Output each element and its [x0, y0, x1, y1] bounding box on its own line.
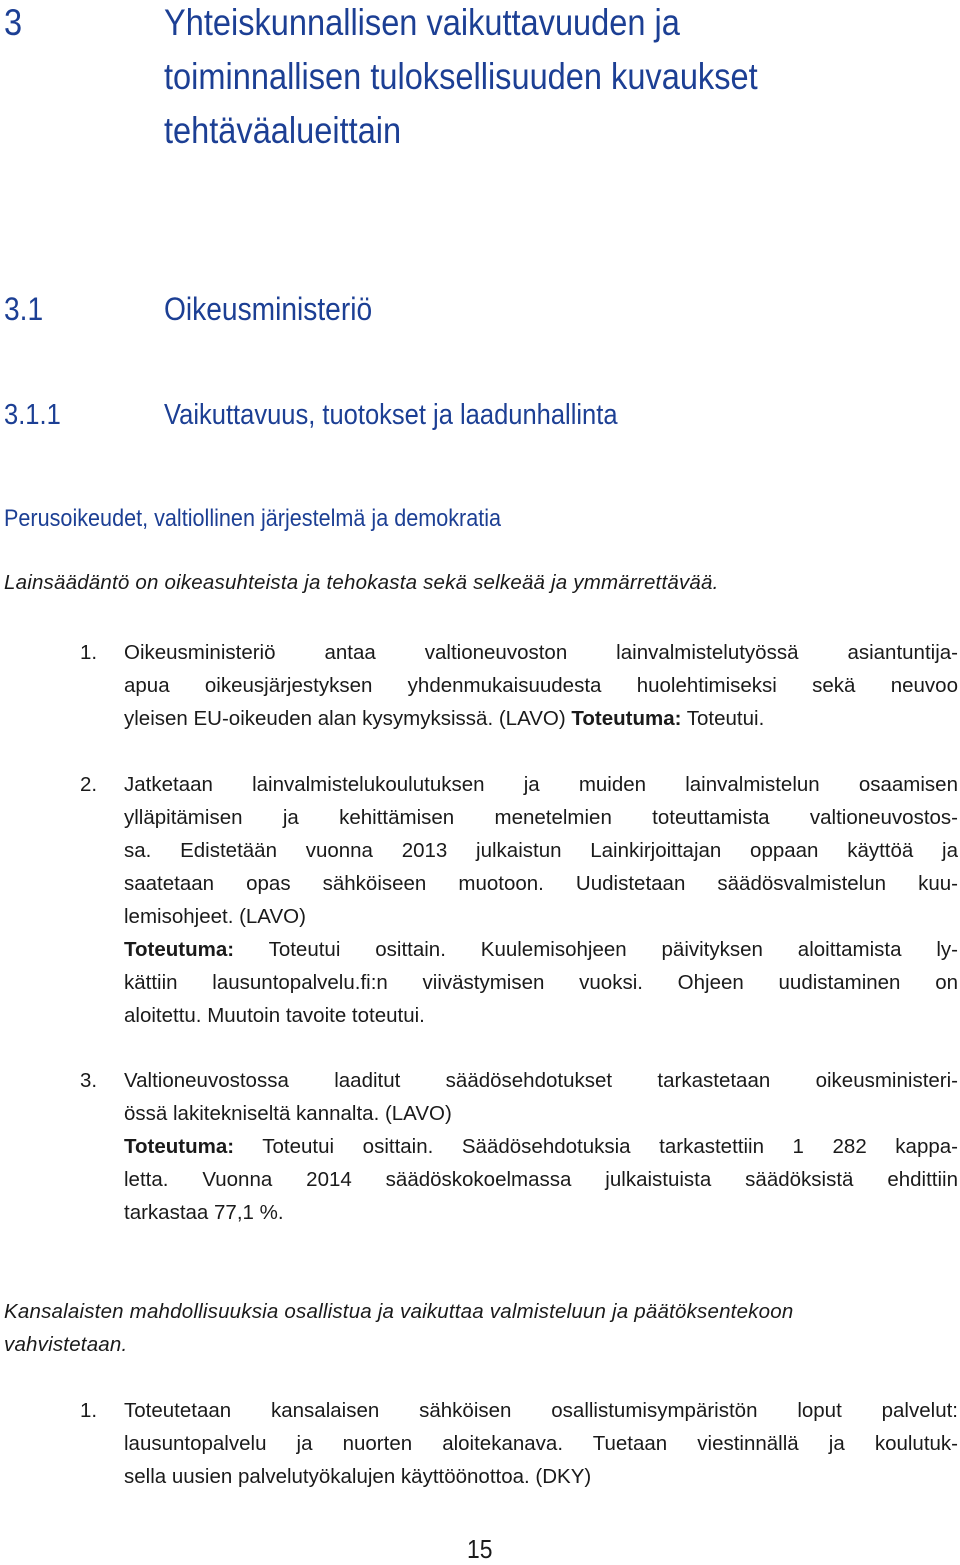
- item-line: sella uusien palvelutyökalujen käyttöönottoa. (DKY): [124, 1465, 592, 1488]
- item-text: [124, 768, 958, 1032]
- item-number: 1.: [80, 641, 98, 664]
- item-text: [124, 636, 958, 735]
- item-line: [124, 933, 958, 966]
- page-number: 15: [467, 1534, 493, 1564]
- chapter-title-line: toiminnallisen tuloksellisuuden kuvaukset: [164, 56, 758, 97]
- item-line-text: yleisen EU-oikeuden alan kysymyksissä. (LAVO): [124, 707, 572, 730]
- item-line: össä lakitekniseltä kannalta. (LAVO): [124, 1102, 452, 1125]
- result-text: Toteutui osittain. Kuulemisohjeen päivityksen aloittamista ly-: [234, 938, 958, 961]
- item-line: kättiin lausuntopalvelu.fi:n viivästymisen vuoksi. Ohjeen uudistaminen on: [124, 971, 958, 994]
- goal-statement: [4, 1295, 959, 1361]
- item-line: apua oikeusjärjestyksen yhdenmukaisuudesta huolehtimiseksi sekä neuvoo: [124, 674, 958, 697]
- item-line: Toteutetaan kansalaisen sähköisen osallistumisympäristön loput palvelut:: [124, 1399, 958, 1422]
- item-number: 3.: [80, 1069, 98, 1092]
- result-label: Toteutuma:: [571, 707, 682, 730]
- goal-line: Kansalaisten mahdollisuuksia osallistua ja vaikuttaa valmisteluun ja päätöksentekoon: [4, 1300, 794, 1323]
- subsection-number: 3.1.1: [4, 399, 61, 431]
- section-title: Oikeusministeriö: [164, 291, 373, 327]
- item-number: 1.: [80, 1399, 98, 1422]
- chapter-title-line: tehtäväalueittain: [164, 110, 402, 151]
- goal-statement: Lainsäädäntö on oikeasuhteista ja tehokasta sekä selkeää ja ymmärrettävää.: [4, 571, 719, 594]
- result-label: Toteutuma:: [124, 1135, 235, 1158]
- item-line: aloitettu. Muutoin tavoite toteutui.: [124, 1004, 425, 1027]
- subsection-title: Vaikuttavuus, tuotokset ja laadunhallinta: [164, 399, 618, 431]
- item-line: lausuntopalvelu ja nuorten aloitekanava. Tuetaan viestinnällä ja koulutuk-: [124, 1432, 958, 1455]
- item-text: [124, 1394, 958, 1493]
- result-text: Toteutui osittain. Säädösehdotuksia tarkastettiin 1 282 kappa-: [234, 1135, 958, 1158]
- item-line: [124, 1130, 958, 1163]
- item-text: [124, 1064, 958, 1229]
- item-line: tarkastaa 77,1 %.: [124, 1201, 284, 1224]
- item-line: Jatketaan lainvalmistelukoulutuksen ja muiden lainvalmistelun osaamisen: [124, 773, 958, 796]
- goal-line: vahvistetaan.: [4, 1333, 128, 1356]
- item-number: 2.: [80, 773, 98, 796]
- chapter-number: 3: [4, 2, 23, 43]
- item-line: lemisohjeet. (LAVO): [124, 905, 306, 928]
- chapter-title-line: Yhteiskunnallisen vaikuttavuuden ja: [164, 2, 680, 43]
- item-line: Valtioneuvostossa laaditut säädösehdotukset tarkastetaan oikeusministeri-: [124, 1069, 958, 1092]
- item-line: ylläpitämisen ja kehittämisen menetelmien toteuttamista valtioneuvostos-: [124, 806, 958, 829]
- chapter-title: [164, 0, 758, 158]
- section-number: 3.1: [4, 291, 44, 327]
- item-line: Oikeusministeriö antaa valtioneuvoston lainvalmistelutyössä asiantuntija-: [124, 641, 958, 664]
- result-label: Toteutuma:: [124, 938, 235, 961]
- item-line: letta. Vuonna 2014 säädöskokoelmassa julkaistuista säädöksistä ehdittiin: [124, 1168, 958, 1191]
- item-line: [124, 702, 958, 735]
- result-text: Toteutui.: [681, 707, 765, 730]
- item-line: sa. Edistetään vuonna 2013 julkaistun Lainkirjoittajan oppaan käyttöä ja: [124, 839, 958, 862]
- topic-heading: Perusoikeudet, valtiollinen järjestelmä ja demokratia: [4, 505, 502, 532]
- item-line: saatetaan opas sähköiseen muotoon. Uudistetaan säädösvalmistelun kuu-: [124, 872, 958, 895]
